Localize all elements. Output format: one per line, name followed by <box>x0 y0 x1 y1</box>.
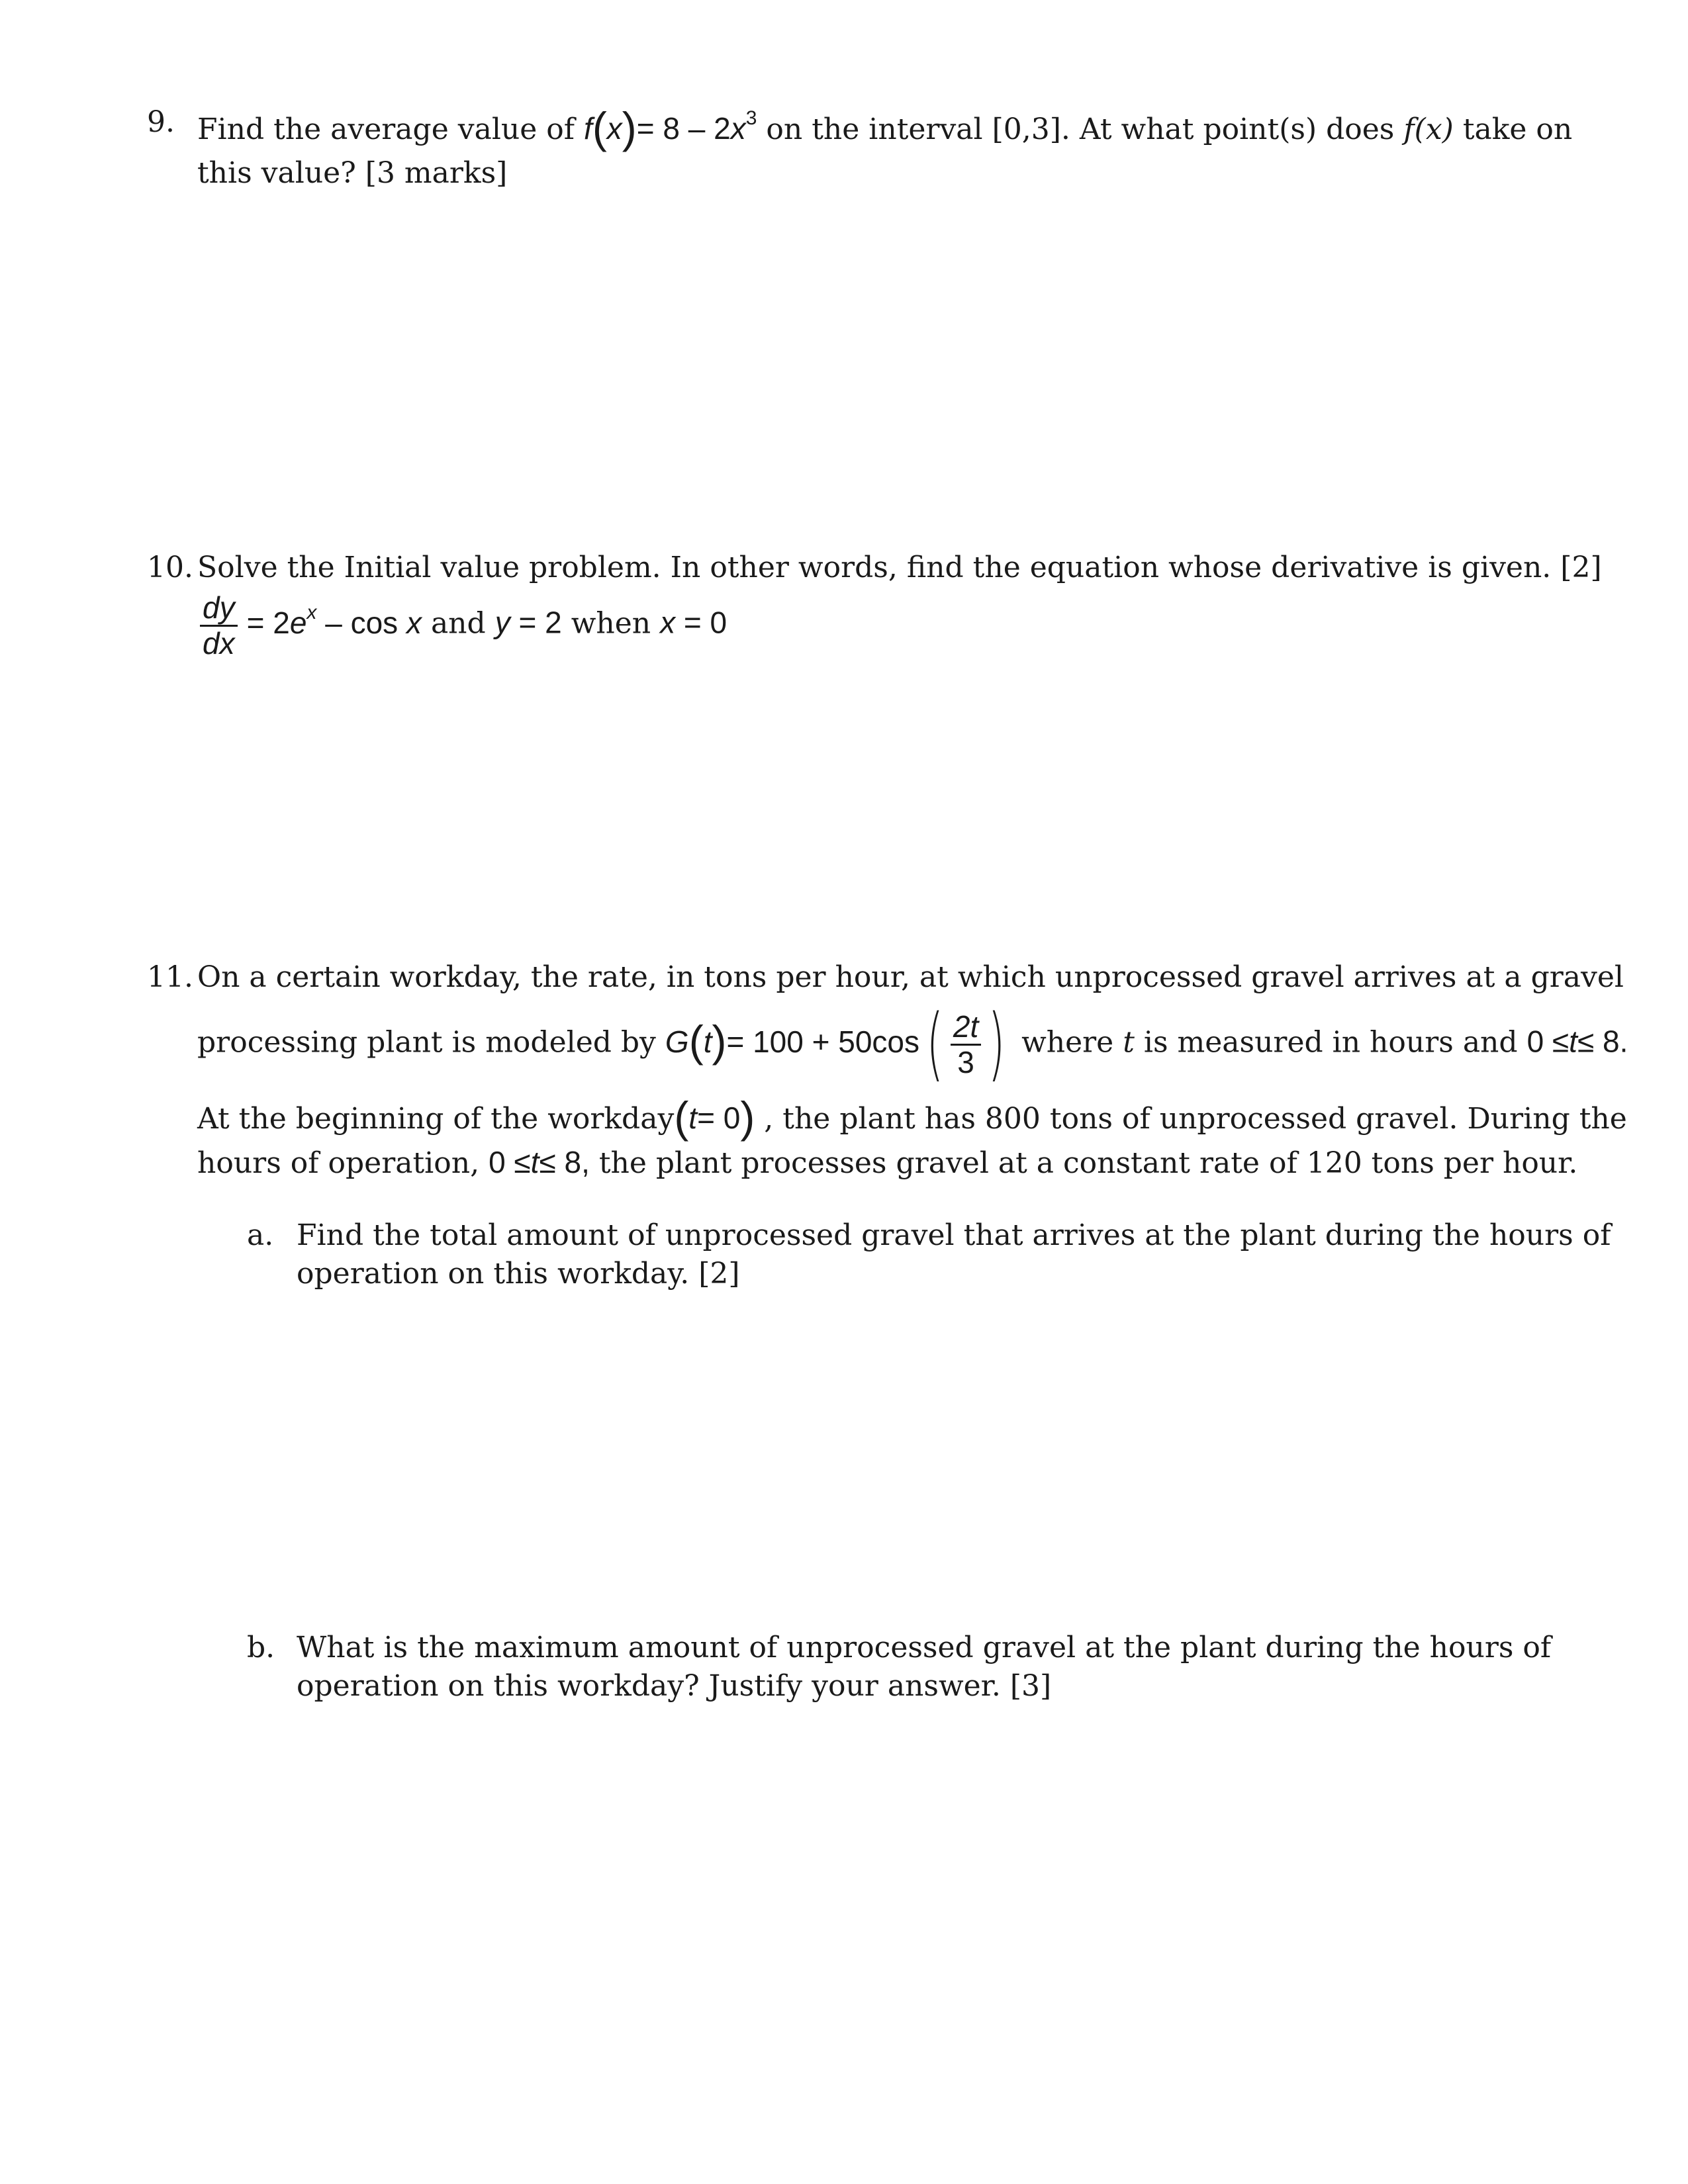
question-10-number: 10. <box>147 551 193 584</box>
q11-part-a-label: a. <box>247 1218 274 1252</box>
q9-text-after: on the interval [0,3]. At what point(s) does <box>766 113 1395 146</box>
q9-text-end: take on <box>1462 113 1573 146</box>
q11-2t-over-3: $\frac{2t}{3}$ <box>951 1010 981 1079</box>
q11-g-formula: G(t)= 100 + 50cos <box>665 1016 920 1066</box>
question-11-line-4: hours of operation, 0 ≤t≤ 8, the plant processes gravel at a constant rate of 120 tons per hour. <box>197 1145 1578 1180</box>
q11-part-b-line-2: operation on this workday? Justify your answer. [3] <box>297 1669 1052 1703</box>
q10-dy-dx-fraction: $\frac{dy}{dx}$ <box>200 591 238 660</box>
question-10-line-1: Solve the Initial value problem. In other words, find the equation whose derivative is given. [2] <box>197 551 1602 584</box>
question-9-number: 9. <box>147 105 175 139</box>
question-9-line-1 <box>197 103 1573 152</box>
q11-part-b-line-1: What is the maximum amount of unprocessed gravel at the plant during the hours of <box>297 1631 1552 1664</box>
question-11-number: 11. <box>147 960 193 994</box>
question-11-line-2: processing plant is modeled by G(t)= 100 + 50cos( $\frac{2t}{3}$ ) where t is measured in hours and 0 ≤t≤ 8. <box>197 998 1628 1090</box>
q11-part-a-line-2: operation on this workday. [2] <box>297 1257 740 1291</box>
q9-text-before: Find the average value of <box>197 113 575 146</box>
q11-part-b-label: b. <box>247 1631 275 1664</box>
question-10-equation: $\frac{dy}{dx}$ = $2e^x$ – cos x and y = 2 when x = 0 <box>200 591 727 660</box>
q9-formula: $f(x)= 8 - 2x^3$ <box>584 103 757 152</box>
q9-fx: f(x) <box>1403 113 1454 146</box>
question-11-line-1: On a certain workday, the rate, in tons per hour, at which unprocessed gravel arrives at a gravel <box>197 960 1624 994</box>
q11-part-a-line-1: Find the total amount of unprocessed gravel that arrives at the plant during the hours of <box>297 1218 1611 1252</box>
question-9-line-2: this value? [3 marks] <box>197 156 508 190</box>
question-11-line-3: At the beginning of the workday(t= 0) , the plant has 800 tons of unprocessed gravel. During the <box>197 1093 1627 1142</box>
